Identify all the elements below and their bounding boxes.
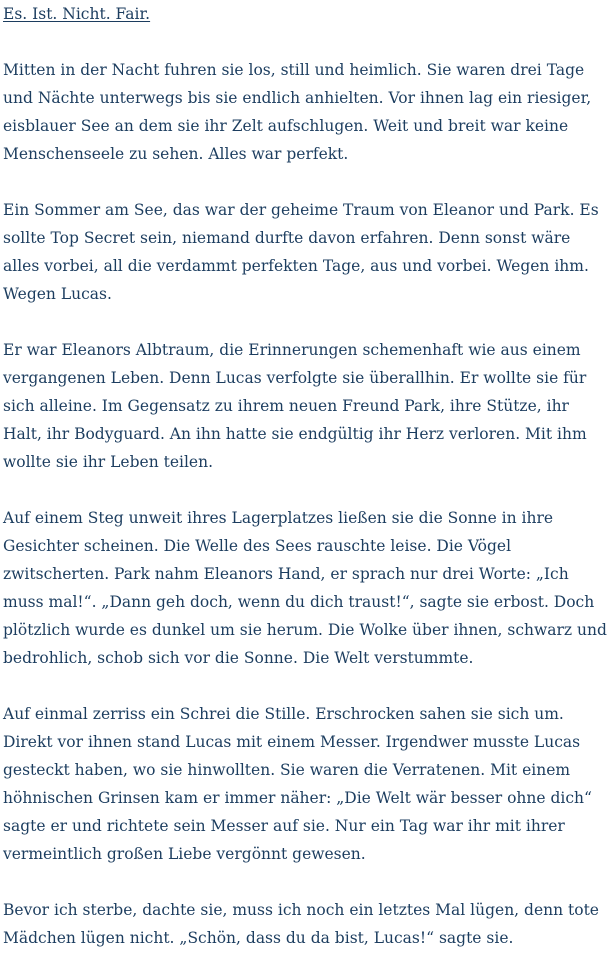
story-paragraph-5: Auf einmal zerriss ein Schrei die Stille. Erschrocken sahen sie sich um. Direkt vor ihnen stand Lucas mit einem Messer. Irgendwer musste Lucas gesteckt haben, wo sie hinwollten. Sie waren die Verratenen. Mit einem höhnischen Grinsen kam er immer näher: „Die Welt wär besser ohne dich“ sagte er und richtete sein Messer auf sie. Nur ein Tag war ihr mit ihrer vermeintlich großen Liebe vergönnt gewesen.	[3, 705, 592, 863]
story-paragraph-6: Bevor ich sterbe, dachte sie, muss ich noch ein letztes Mal lügen, denn tote Mädchen lügen nicht. „Schön, dass du da bist, Lucas!“ sagte sie.	[3, 901, 599, 947]
story-article	[3, 0, 607, 952]
story-paragraph-1: Mitten in der Nacht fuhren sie los, still und heimlich. Sie waren drei Tage und Nächte unterwegs bis sie endlich anhielten. Vor ihnen lag ein riesiger, eisblauer See an dem sie ihr Zelt aufschlugen. Weit und breit war keine Menschenseele zu sehen. Alles war perfekt.	[3, 61, 592, 163]
story-paragraph-2: Ein Sommer am See, das war der geheime Traum von Eleanor und Park. Es sollte Top Secret sein, niemand durfte davon erfahren. Denn sonst wäre alles vorbei, all die verdammt perfekten Tage, aus und vorbei. Wegen ihm. Wegen Lucas.	[3, 201, 599, 303]
story-paragraph-3: Er war Eleanors Albtraum, die Erinnerungen schemenhaft wie aus einem vergangenen Leben. Denn Lucas verfolgte sie überallhin. Er wollte sie für sich alleine. Im Gegensatz zu ihrem neuen Freund Park, ihre Stütze, ihr Halt, ihr Bodyguard. An ihn hatte sie endgültig ihr Herz verloren. Mit ihm wollte sie ihr Leben teilen.	[3, 341, 587, 471]
story-title-link[interactable]: Es. Ist. Nicht. Fair.	[3, 5, 151, 23]
story-paragraph-4: Auf einem Steg unweit ihres Lagerplatzes ließen sie die Sonne in ihre Gesichter scheinen. Die Welle des Sees rauschte leise. Die Vögel zwitscherten. Park nahm Eleanors Hand, er sprach nur drei Worte: „Ich muss mal!“. „Dann geh doch, wenn du dich traust!“, sagte sie erbost. Doch plötzlich wurde es dunkel um sie herum. Die Wolke über ihnen, schwarz und bedrohlich, schob sich vor die Sonne. Die Welt verstummte.	[3, 509, 607, 667]
